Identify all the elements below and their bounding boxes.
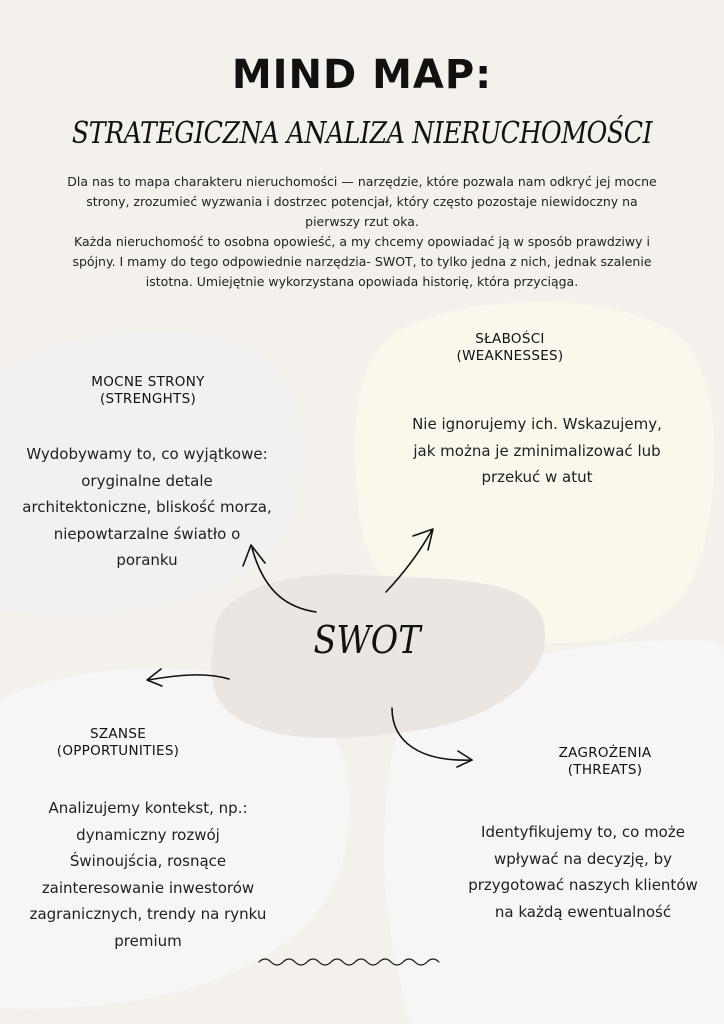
intro-paragraph-2: Każda nieruchomość to osobna opowieść, a my chcemy opowiadać ją w sposób prawdziwy i spójny. I mamy do tego odpowiednie narzędzia- SWOT, to tylko jedna z nich, jednak szalenie istotna. Umiejętnie wykorzystana opowiada historię, która przyciąga. [72,234,652,289]
opportunities-heading-english: (OPPORTUNITIES) [56,743,180,759]
weaknesses-heading [410,331,610,365]
opportunities-heading [18,726,218,760]
threats-heading-title: ZAGROŻENIA [558,745,652,761]
page-title: MIND MAP: [231,52,493,98]
strengths-heading-english: (STRENGHTS) [99,391,197,407]
swot-center-label: SWOT [313,618,421,662]
threats-heading-english: (THREATS) [567,762,643,778]
intro-text [62,172,662,292]
strengths-heading [48,374,248,408]
weaknesses-body: Nie ignorujemy ich. Wskazujemy, jak można je zminimalizować lub przekuć w atut [412,415,662,486]
threats-body: Identyfikujemy to, co może wpływać na decyzję, by przygotować naszych klientów na każdą ewentualność [468,823,698,921]
page-subtitle: STRATEGICZNA ANALIZA NIERUCHOMOŚCI [71,116,653,151]
weaknesses-heading-english: (WEAKNESSES) [456,348,564,364]
threats-heading [505,745,705,779]
strengths-body: Wydobywamy to, co wyjątkowe: oryginalne detale architektoniczne, bliskość morza, niepowtarzalne światło o poranku [22,445,272,569]
strengths-heading-title: MOCNE STRONY [91,374,205,390]
opportunities-heading-title: SZANSE [89,726,147,742]
opportunities-body: Analizujemy kontekst, np.: dynamiczny rozwój Świnoujścia, rosnące zainteresowanie inwestorów zagranicznych, trendy na rynku premium [29,799,267,950]
intro-paragraph-1: Dla nas to mapa charakteru nieruchomości — narzędzie, które pozwala nam odkryć jej mocne strony, zrozumieć wyzwania i dostrzec potencjał, który często pozostaje niewidoczny na pierwszy rzut oka. [67,174,657,229]
weaknesses-heading-title: SŁABOŚCI [475,331,545,347]
